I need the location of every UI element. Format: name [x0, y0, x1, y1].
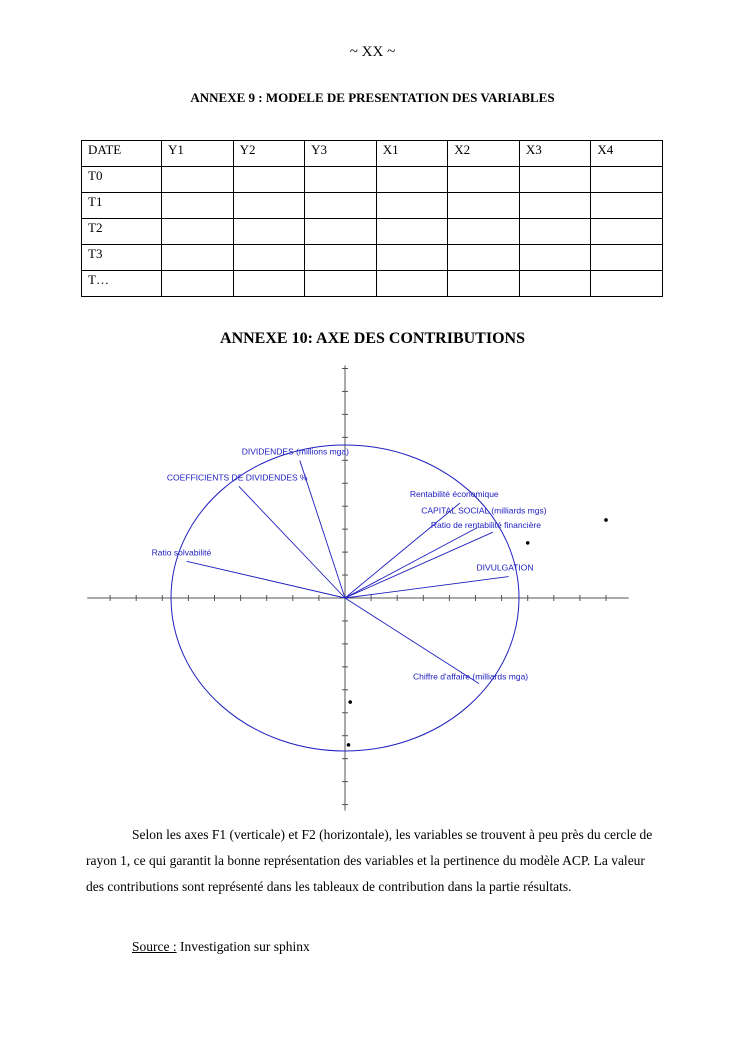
vector-label: Rentabilité économique [409, 489, 499, 500]
data-point [604, 518, 608, 522]
source-text: Investigation sur sphinx [176, 939, 310, 954]
annex9-title: ANNEXE 9 : MODELE DE PRESENTATION DES VARIABLES [190, 90, 555, 105]
vector-line [187, 561, 345, 598]
data-point [347, 743, 351, 747]
annex10-title: ANNEXE 10: AXE DES CONTRIBUTIONS [220, 330, 525, 347]
source-label: Source : [132, 939, 177, 954]
vector-label: Ratio solvabilité [151, 547, 212, 558]
table-cell: X3 [519, 141, 591, 167]
table-cell: X2 [448, 141, 520, 167]
table-cell: X1 [376, 141, 448, 167]
table-cell: T3 [82, 245, 162, 271]
vector-label: DIVULGATION [476, 562, 534, 573]
vector-label: COEFFICIENTS DE DIVIDENDES % [166, 472, 308, 483]
table-cell: DATE [82, 141, 162, 167]
vector-line [345, 528, 477, 598]
data-point [526, 541, 530, 545]
table-cell: X4 [591, 141, 663, 167]
data-point [348, 700, 352, 704]
vector-line [239, 486, 345, 598]
vector-label: Chiffre d'affaire (milliards mga) [412, 671, 529, 682]
table-cell: T… [82, 271, 162, 297]
table-cell: Y2 [233, 141, 305, 167]
vector-label: Ratio de rentabilité financière [430, 520, 541, 531]
table-cell: Y1 [162, 141, 234, 167]
table-cell: T2 [82, 219, 162, 245]
table-cell: Y3 [305, 141, 377, 167]
table-cell: T0 [82, 167, 162, 193]
source-line [132, 939, 310, 955]
page-header: ~ XX ~ [349, 44, 396, 60]
vector-label: DIVIDENDES (millions mga) [241, 446, 349, 457]
vector-line [345, 503, 460, 598]
table-cell: T1 [82, 193, 162, 219]
body-paragraph: Selon les axes F1 (verticale) et F2 (horizontale), les variables se trouvent à peu près du cercle de rayon 1, ce qui garantit la bonne représentation des variables et la pertinence du modèle ACP. La valeur des contributions sont représenté dans les tableaux de contribution dans la partie résultats. [86, 827, 653, 894]
vector-label: CAPITAL SOCIAL (milliards mgs) [421, 505, 547, 516]
